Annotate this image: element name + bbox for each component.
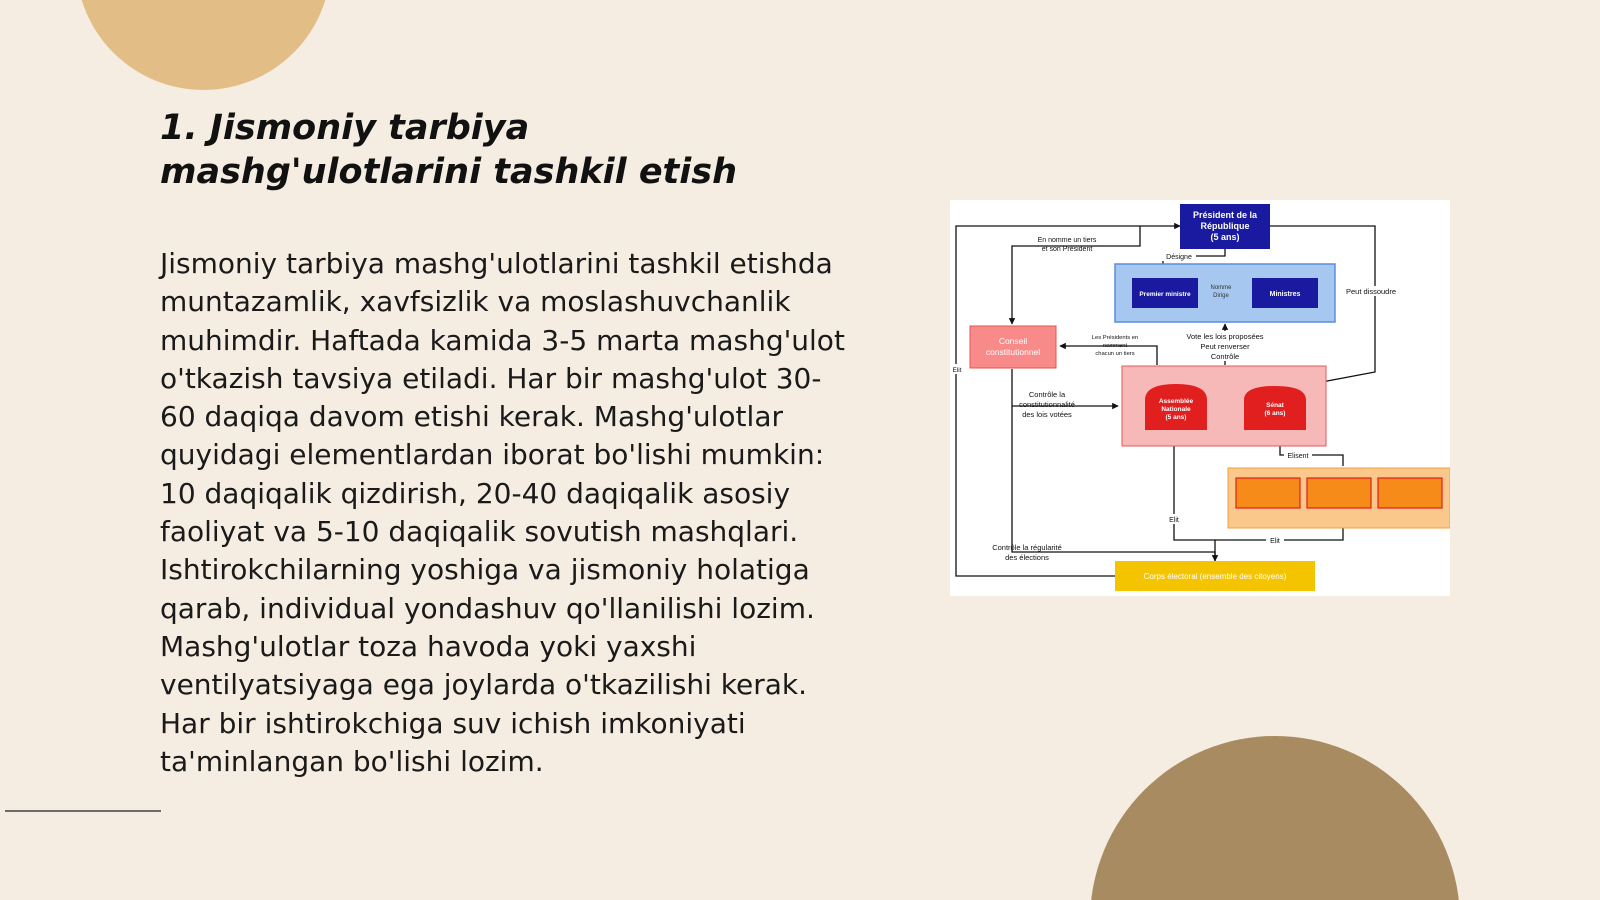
constitution-diagram	[950, 200, 1450, 596]
slide-title: 1. Jismoniy tarbiya mashg'ulotlarini tashkil etish	[160, 108, 738, 192]
vote-lois-label-3: Contrôle	[1210, 352, 1240, 361]
president-label-2: République	[1200, 221, 1250, 231]
assemblee-label-1: Assemblée	[1158, 398, 1194, 405]
controle-elections-label-2: des élections	[1005, 553, 1049, 562]
senat-label-1: Sénat	[1266, 402, 1284, 409]
vote-lois-label-2: Peut renverser	[1200, 342, 1250, 351]
peut-dissoudre-label: Peut dissoudre	[1345, 287, 1397, 296]
dirige-label: Dirige	[1213, 293, 1229, 299]
nomme-tiers-label-1: En nomme un tiers	[1037, 237, 1097, 244]
elit-label-left: Elit	[952, 367, 962, 374]
footer-rule	[5, 810, 161, 812]
elisent-label: Elisent	[1287, 453, 1309, 460]
president-label-1: Président de la	[1192, 210, 1258, 220]
senat-label-2: (6 ans)	[1264, 410, 1286, 417]
controle-lois-label-3: des lois votées	[1022, 410, 1072, 419]
nomme-tiers-label-2: et son Président	[1041, 246, 1093, 253]
presidents-nomment-label-1: Les Présidents en	[1091, 335, 1139, 341]
presidents-nomment-label-2: nomment	[1102, 343, 1128, 349]
assemblee-label-3: (5 ans)	[1165, 414, 1187, 421]
conseil-label-1: Conseil	[998, 336, 1028, 346]
controle-lois-label-2: constitutionnalité	[1019, 400, 1075, 409]
decorative-circle-bottom	[1090, 736, 1460, 900]
ministres-label: Ministres	[1269, 291, 1301, 298]
conseil-label-2: constitutionnel	[985, 347, 1041, 357]
elit-label-center: Elit	[1169, 517, 1179, 524]
presidents-nomment-label-3: chacun un tiers	[1095, 351, 1135, 357]
slide-body-text: Jismoniy tarbiya mashg'ulotlarini tashkil etishda muntazamlik, xavfsizlik va moslashuvchanlik muhimdir. Haftada kamida 3-5 marta mashg'ulot o'tkazish tavsiya etiladi. Har bir mashg'ulot 30-60 daqiqa davom etishi kerak. Mashg'ulotlar quyidagi elementlardan iborat bo'lishi mumkin: 10 daqiqalik qizdirish, 20-40 daqiqalik asosiy faoliyat va 5-10 daqiqalik sovutish mashqlari. Ishtirokchilarning yoshiga va jismoniy holatiga qarab, individual yondashuv qo'llanilishi lozim. Mashg'ulotlar toza havoda yoki yaxshi ventilyatsiyaga ega joylarda o'tkazilishi kerak. Har bir ishtirokchiga suv ichish imkoniyati ta'minlangan bo'lishi lozim.	[160, 247, 845, 778]
decorative-circle-top	[76, 0, 331, 90]
vote-lois-label-1: Vote les lois proposées	[1186, 332, 1264, 341]
corps-electoral-label: Corps électoral (ensemble des citoyens)	[1143, 572, 1287, 581]
designe-label: Désigne	[1166, 254, 1192, 261]
assemblee-label-2: Nationale	[1161, 406, 1191, 413]
nomme-label: Nomme	[1210, 285, 1232, 291]
controle-lois-label-1: Contrôle la	[1028, 390, 1066, 399]
controle-elections-label-1: Contrôle la régularité	[992, 543, 1062, 552]
premier-ministre-label: Premier ministre	[1139, 291, 1191, 298]
president-label-3: (5 ans)	[1210, 232, 1240, 242]
elit-label-right: Elit	[1270, 538, 1280, 545]
